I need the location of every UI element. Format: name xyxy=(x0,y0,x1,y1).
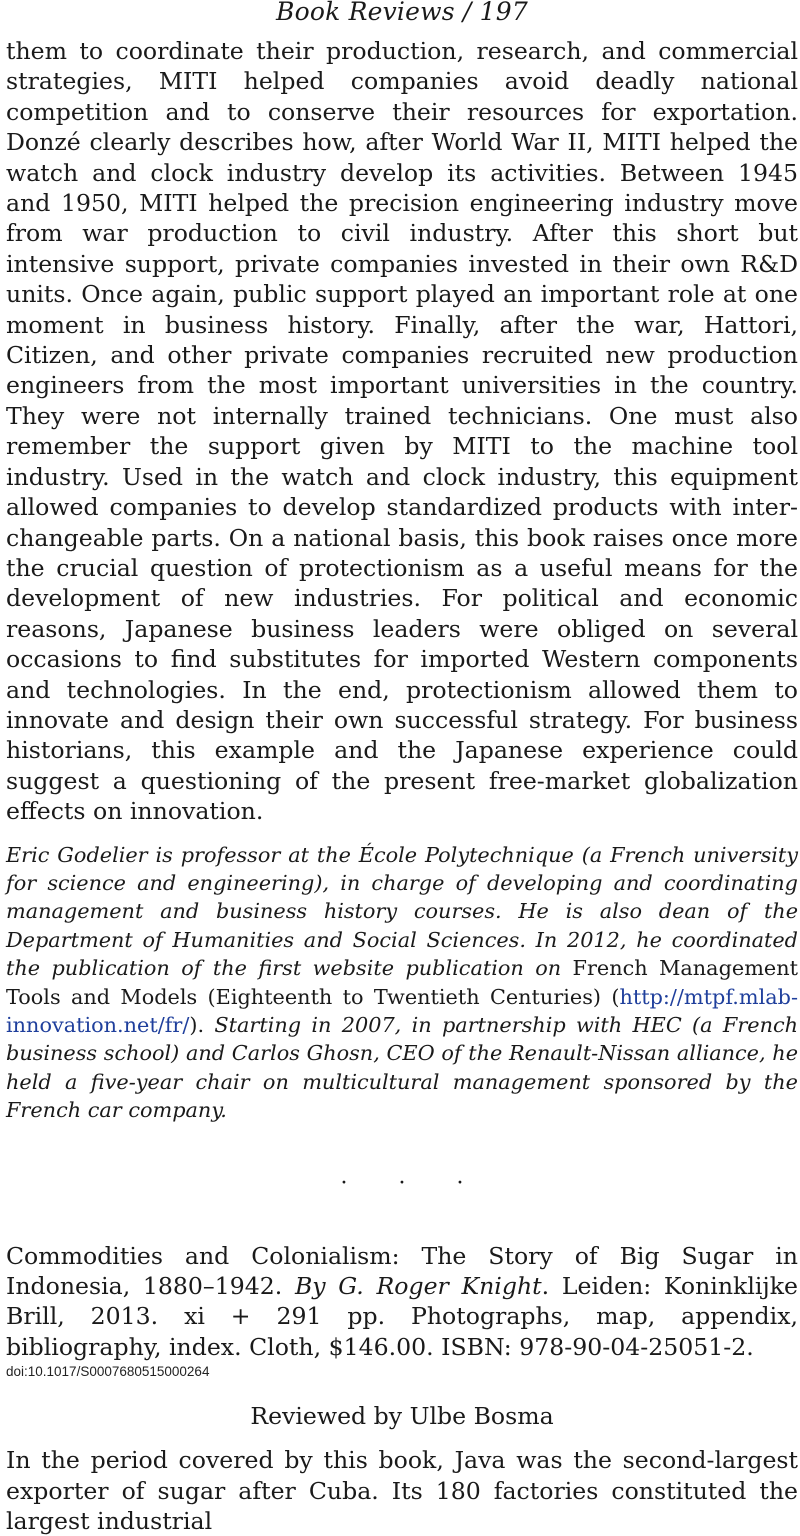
reviewer-line: Reviewed by Ulbe Bosma xyxy=(250,1402,554,1431)
bio-text-part2: Starting in 2007, in partnership with HEC (a French business school) and Carlos Ghosn, CEO of the Renault-Nissan alliance, he held a five-year chair on multicultural management sponsored by the French car company. xyxy=(6,1013,798,1123)
book-author: By G. Roger Knight xyxy=(294,1272,542,1301)
book-title: Commodities and Colonialism: The Story of Big Sugar in Indonesia, 1880–1942. xyxy=(6,1241,798,1301)
doi-link[interactable]: doi:10.1017/S0007680515000264 xyxy=(6,1364,210,1380)
book-details: . Leiden: Koninklijke Brill, 2013. xi + 291 pp. Photographs, map, appendix, bibliography, index. Cloth, $146.00. ISBN: 978-90-04-25051-2. xyxy=(6,1272,798,1361)
running-head: Book Reviews / 197 xyxy=(276,0,528,26)
bio-website-link[interactable]: http://mtpf.mlab-innovation.net/fr/ xyxy=(6,984,798,1037)
review-opening-paragraph: In the period covered by this book, Java was the second-largest exporter of sugar after Cuba. Its 180 factories constituted the largest industrial xyxy=(6,1446,798,1536)
bio-text-part1: Eric Godelier is professor at the École Polytechnique (a French university for science and engineering), in charge of developing and coordinating management and business history courses. He is also dean of the Department of Humanities and Social Sciences. In 2012, he coordinated the publication of the first website publication on xyxy=(6,842,798,981)
author-bio xyxy=(6,841,798,1125)
bio-close-paren: ). xyxy=(189,1013,205,1037)
book-citation xyxy=(6,1241,798,1363)
section-separator: · · · xyxy=(340,1170,486,1196)
bio-website-title: French Management Tools and Models (Eighteenth to Twentieth Centuries) xyxy=(6,956,798,1009)
document-page xyxy=(6,0,798,1536)
bio-open-paren: ( xyxy=(601,984,620,1009)
review-body-paragraph: them to coordinate their production, research, and commercial strategies, MITI helped companies avoid deadly national competition and to conserve their resources for exportation. Donzé clearly describes how, after World War II, MITI helped the watch and clock industry develop its activities. Between 1945 and 1950, MITI helped the precision engineering industry move from war production to civil industry. After this short but intensive support, private companies invested in their own R&D units. Once again, public support played an important role at one moment in business history. Finally, after the war, Hattori, Citizen, and other private companies recruited new production engineers from the most important universities in the country. They were not internally trained technicians. One must also remember the support given by MITI to the machine tool industry. Used in the watch and clock industry, this equipment allowed companies to develop standardized products with interchangeable parts. On a national basis, this book raises once more the crucial question of protectionism as a useful means for the development of new industries. For political and economic reasons, Japanese business leaders were obliged on several occasions to find substitutes for imported Western components and technologies. In the end, protectionism allowed them to innovate and design their own successful strategy. For business historians, this example and the Japanese experience could suggest a questioning of the present free-market globalization effects on innovation. xyxy=(6,37,798,826)
